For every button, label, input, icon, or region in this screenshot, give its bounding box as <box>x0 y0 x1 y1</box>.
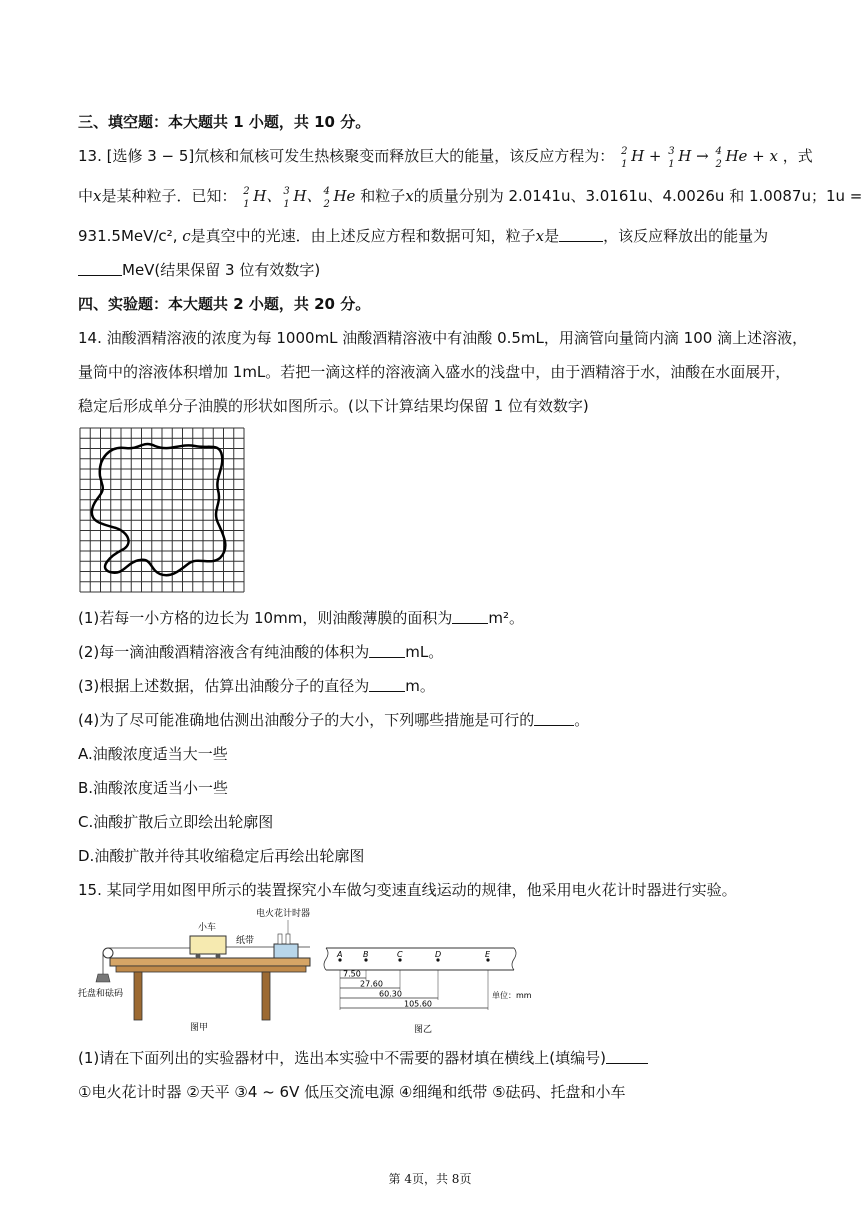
tape-dim-value: 60.30 <box>379 989 402 999</box>
tape-dim-value: 7.50 <box>343 969 361 979</box>
section-4-heading: 四、实验题：本大题共 2 小题，共 20 分。 <box>78 295 371 313</box>
tape-point-label-E: E <box>485 950 491 959</box>
answer-blank-particle[interactable] <box>559 227 603 242</box>
label-unit: 单位：mm <box>492 991 532 1000</box>
weight-tray-icon <box>96 974 110 982</box>
q14-sub-2: (2)每一滴油酸酒精溶液含有纯油酸的体积为 mL。 <box>78 643 444 661</box>
q13-line-2: 中x是某种粒子．已知： 2 1 H、 3 1 H、 4 2 He 和粒子x的质量分别为 2.0141u、3.0161u、4.0026u 和 1.0087u；1u = <box>78 186 862 210</box>
q14-sub-1: (1)若每一小方格的边长为 10mm，则油酸薄膜的面积为 m²。 <box>78 609 524 627</box>
label-timer: 电火花计时器 <box>256 909 311 919</box>
q14-line-2: 量筒中的溶液体积增加 1mL。若把一滴这样的溶液滴入盛水的浅盘中，由于酒精溶于水，油酸在水面展开， <box>78 363 791 381</box>
tape-dim-value: 105.60 <box>404 999 432 1009</box>
answer-blank-diameter[interactable] <box>369 677 405 692</box>
page-footer: 第 4页，共 8页 <box>388 1172 472 1186</box>
q14-line-1: 14. 油酸酒精溶液的浓度为每 1000mL 油酸酒精溶液中有油酸 0.5mL，用滴管向量筒内滴 100 滴上述溶液， <box>78 329 808 347</box>
tape-dim-value: 27.60 <box>360 979 383 989</box>
caption-jia: 图甲 <box>190 1023 209 1033</box>
reaction-equation: 2 1 H + 3 1 H → 4 2 He + x <box>621 146 783 170</box>
q14-option-b: B.油酸浓度适当小一些 <box>78 779 229 797</box>
pulley-icon <box>103 948 113 958</box>
q14-option-a: A.油酸浓度适当大一些 <box>78 745 228 763</box>
tape-point-label-C: C <box>397 950 403 959</box>
answer-blank-equipment[interactable] <box>606 1049 648 1064</box>
label-tray: 托盘和砝码 <box>78 989 124 999</box>
q14-option-c: C.油酸扩散后立即绘出轮廓图 <box>78 813 274 831</box>
q14-sub-3: (3)根据上述数据，估算出油酸分子的直径为 m。 <box>78 677 435 695</box>
oil-film-grid-figure <box>80 428 246 592</box>
q14-line-3: 稳定后形成单分子油膜的形状如图所示。(以下计算结果均保留 1 位有效数字) <box>78 397 589 415</box>
table-top <box>110 958 310 966</box>
q15-line-1: 15. 某同学用如图甲所示的装置探究小车做匀变速直线运动的规律，他采用电火花计时器进行实验。 <box>78 881 737 899</box>
q13-line-1: 13. [选修 3 − 5]氘核和氚核可发生热核聚变而释放巨大的能量，该反应方程为： 2 1 H + 3 1 H → 4 2 He + x ，式 <box>78 146 813 170</box>
tape-point-label-A: A <box>337 950 343 959</box>
tape-dimensions <box>340 970 488 1011</box>
label-tape: 纸带 <box>236 936 255 946</box>
q13-line-4: MeV(结果保留 3 位有效数字) <box>78 260 320 280</box>
section-3-heading: 三、填空题：本大题共 1 小题，共 10 分。 <box>78 113 371 131</box>
timer-icon <box>274 944 298 958</box>
answer-blank-energy[interactable] <box>78 261 122 276</box>
label-car: 小车 <box>198 923 217 933</box>
apparatus-figure <box>78 906 318 1036</box>
tape-point-label-B: B <box>363 950 369 959</box>
q15-sub-1: (1)请在下面列出的实验器材中，选出本实验中不需要的器材填在横线上(填编号) <box>78 1048 648 1068</box>
q14-sub-4: (4)为了尽可能准确地估测出油酸分子的大小，下列哪些措施是可行的 。 <box>78 711 590 729</box>
answer-blank-area[interactable] <box>452 609 488 624</box>
caption-yi: 图乙 <box>414 1025 433 1035</box>
tape-figure <box>322 940 532 1036</box>
q13-line-3: 931.5MeV/c², c是真空中的光速．由上述反应方程和数据可知，粒子x是 ，该反应释放出的能量为 <box>78 227 769 245</box>
table-leg-right <box>262 972 270 1020</box>
answer-blank-measures[interactable] <box>534 711 574 726</box>
answer-blank-volume[interactable] <box>369 643 405 658</box>
car-icon <box>190 936 226 954</box>
tape-point-label-D: D <box>435 950 442 959</box>
q15-items: ①电火花计时器 ②天平 ③4 ~ 6V 低压交流电源 ④细绳和纸带 ⑤砝码、托盘和小车 <box>78 1083 626 1101</box>
table-leg-left <box>134 972 142 1020</box>
q14-option-d: D.油酸扩散并待其收缩稳定后再绘出轮廓图 <box>78 847 365 865</box>
tape-points <box>336 950 491 962</box>
